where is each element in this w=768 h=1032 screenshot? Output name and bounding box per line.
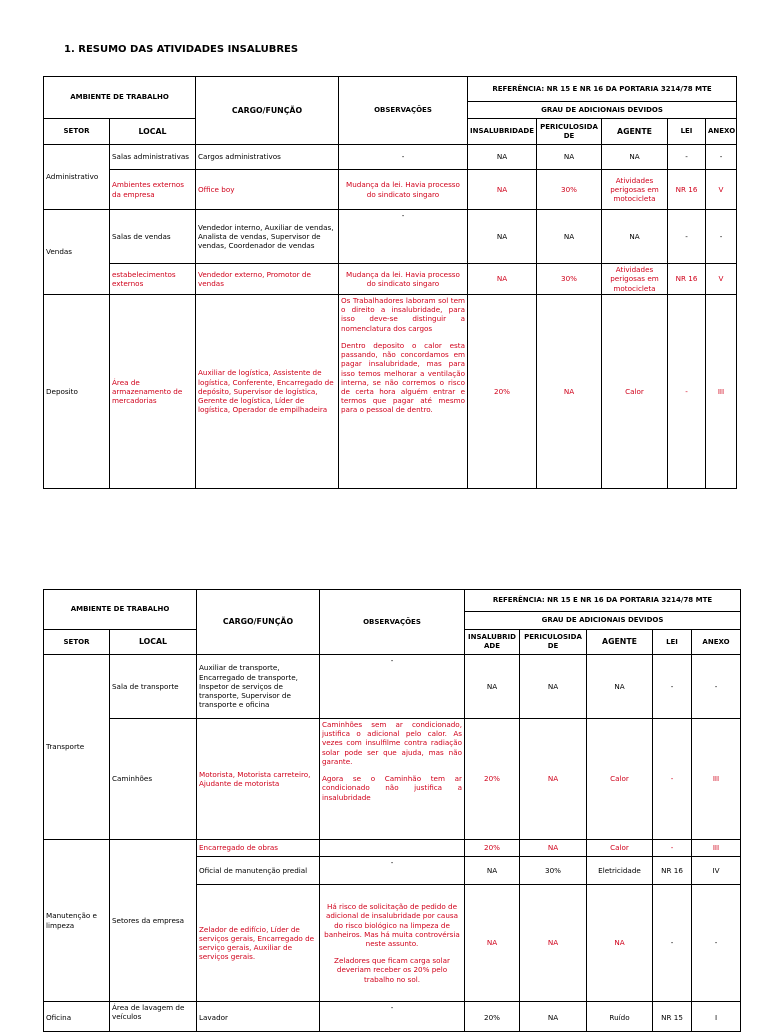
obs-cell: [320, 840, 465, 857]
header-cargo: CARGO/FUNÇÃO: [196, 77, 339, 145]
anexo-cell: III: [692, 840, 741, 857]
table-row: [44, 719, 741, 840]
cargo-cell: Encarregado de obras: [197, 840, 320, 857]
obs-paragraph: Agora se o Caminhão tem ar condicionado não justifica a insalubridade: [322, 774, 462, 802]
insalubridade-cell: NA: [465, 655, 520, 719]
header-setor: SETOR: [44, 630, 110, 655]
obs-paragraph: Caminhões sem ar condicionado, justifica o adicional pelo calor. As vezes com insulfilme contra radiação solar pode ser que ajuda, mas não garante.: [322, 720, 462, 766]
table-row: [44, 840, 741, 857]
local-cell: Setores da empresa: [110, 840, 197, 1002]
periculosidade-cell: NA: [520, 840, 587, 857]
lei-cell: -: [653, 885, 692, 1002]
local-cell: Sala de transporte: [110, 655, 197, 719]
header-lei: LEI: [668, 119, 706, 145]
table-row: [44, 295, 737, 489]
lei-cell: NR 16: [653, 857, 692, 885]
lei-cell: -: [668, 210, 706, 264]
obs-paragraph: Dentro deposito o calor esta passando, não concordamos em pagar insalubridade, mas para isso temos melhorar a ventilação interna, se não corremos o risco de certa hora alguém entrar e termos que pagar até mesmo para o pessoal de dentro.: [341, 340, 465, 415]
anexo-cell: III: [692, 719, 741, 840]
anexo-cell: IV: [692, 857, 741, 885]
setor-deposito: Deposito: [44, 295, 110, 489]
local-cell: Caminhões: [110, 719, 197, 840]
header-periculosidade: PERICULOSIDADE: [520, 630, 587, 655]
setor-administrativo: Administrativo: [44, 145, 110, 210]
obs-cell: Mudança da lei. Havia processo do sindicato singaro: [339, 170, 468, 210]
periculosidade-cell: 30%: [537, 170, 602, 210]
header-lei: LEI: [653, 630, 692, 655]
insalubridade-cell: NA: [468, 145, 537, 170]
agente-cell: NA: [602, 145, 668, 170]
insalubridade-cell: NA: [465, 885, 520, 1002]
lei-cell: -: [653, 840, 692, 857]
cargo-cell: Cargos administrativos: [196, 145, 339, 170]
periculosidade-cell: 30%: [520, 857, 587, 885]
lei-cell: NR 15: [653, 1002, 692, 1032]
agente-cell: Eletricidade: [587, 857, 653, 885]
cargo-cell: Zelador de edifício, Líder de serviços gerais, Encarregado de serviço gerais, Auxiliar de serviços gerais.: [197, 885, 320, 1002]
header-grau: GRAU DE ADICIONAIS DEVIDOS: [465, 612, 741, 630]
agente-cell: Atividades perigosas em motocicleta: [602, 170, 668, 210]
header-agente: AGENTE: [602, 119, 668, 145]
local-cell: Salas administrativas: [110, 145, 196, 170]
agente-cell: NA: [587, 655, 653, 719]
insalubridade-cell: 20%: [465, 1002, 520, 1032]
agente-cell: NA: [602, 210, 668, 264]
anexo-cell: -: [692, 885, 741, 1002]
cargo-cell: Vendedor externo, Promotor de vendas: [196, 264, 339, 295]
anexo-cell: -: [706, 145, 737, 170]
lei-cell: NR 16: [668, 170, 706, 210]
insalubridade-cell: 20%: [465, 719, 520, 840]
obs-paragraph: Há risco de solicitação de pedido de adicional de insalubridade por causa do risco biológico na limpeza de banheiros. Mas há muita controvérsia neste assunto.: [324, 902, 460, 948]
lei-cell: NR 16: [668, 264, 706, 295]
agente-cell: Calor: [587, 840, 653, 857]
header-insalubridade: INSALUBRIDADE: [468, 119, 537, 145]
agente-cell: Ruído: [587, 1002, 653, 1032]
obs-cell: -: [320, 857, 465, 885]
local-cell: Salas de vendas: [110, 210, 196, 264]
header-anexo: ANEXO: [706, 119, 737, 145]
periculosidade-cell: NA: [537, 145, 602, 170]
obs-cell: [339, 295, 468, 489]
table-row: [44, 655, 741, 719]
insalubridade-cell: 20%: [468, 295, 537, 489]
obs-cell: -: [339, 145, 468, 170]
periculosidade-cell: NA: [520, 885, 587, 1002]
anexo-cell: -: [692, 655, 741, 719]
anexo-cell: V: [706, 264, 737, 295]
obs-cell: Mudança da lei. Havia processo do sindicato singaro: [339, 264, 468, 295]
header-setor: SETOR: [44, 119, 110, 145]
periculosidade-cell: NA: [537, 295, 602, 489]
table-atividades-2: [43, 589, 741, 1032]
header-insalubridade: INSALUBRIDADE: [465, 630, 520, 655]
setor-manutencao: Manutenção e limpeza: [44, 840, 110, 1002]
lei-cell: -: [653, 719, 692, 840]
agente-cell: Atividades perigosas em motocicleta: [602, 264, 668, 295]
periculosidade-cell: NA: [537, 210, 602, 264]
local-cell: Ambientes externos da empresa: [110, 170, 196, 210]
header-referencia: REFERÊNCIA: NR 15 E NR 16 DA PORTARIA 3214/78 MTE: [465, 590, 741, 612]
setor-vendas: Vendas: [44, 210, 110, 295]
table-row: [44, 264, 737, 295]
obs-cell: -: [320, 655, 465, 719]
insalubridade-cell: NA: [468, 264, 537, 295]
obs-cell: [320, 719, 465, 840]
setor-oficina: Oficina: [44, 1002, 110, 1032]
insalubridade-cell: NA: [468, 210, 537, 264]
cargo-cell: Lavador: [197, 1002, 320, 1032]
periculosidade-cell: NA: [520, 1002, 587, 1032]
header-observacoes: OBSERVAÇÕES: [339, 77, 468, 145]
agente-cell: Calor: [587, 719, 653, 840]
cargo-cell: Vendedor interno, Auxiliar de vendas, Analista de vendas, Supervisor de vendas, Coordenador de vendas: [196, 210, 339, 264]
lei-cell: -: [653, 655, 692, 719]
section-heading: 1. RESUMO DAS ATIVIDADES INSALUBRES: [64, 44, 299, 55]
anexo-cell: III: [706, 295, 737, 489]
insalubridade-cell: 20%: [465, 840, 520, 857]
header-referencia: REFERÊNCIA: NR 15 E NR 16 DA PORTARIA 3214/78 MTE: [468, 77, 737, 102]
cargo-cell: Oficial de manutenção predial: [197, 857, 320, 885]
table-atividades-1: [43, 76, 737, 489]
setor-transporte: Transporte: [44, 655, 110, 840]
agente-cell: Calor: [602, 295, 668, 489]
header-ambiente: AMBIENTE DE TRABALHO: [44, 77, 196, 119]
header-local: LOCAL: [110, 630, 197, 655]
periculosidade-cell: 30%: [537, 264, 602, 295]
local-cell: Área de armazenamento de mercadorias: [110, 295, 196, 489]
lei-cell: -: [668, 295, 706, 489]
header-anexo: ANEXO: [692, 630, 741, 655]
header-agente: AGENTE: [587, 630, 653, 655]
obs-cell: -: [339, 210, 468, 264]
insalubridade-cell: NA: [468, 170, 537, 210]
header-ambiente: AMBIENTE DE TRABALHO: [44, 590, 197, 630]
table-row: [44, 1002, 741, 1032]
header-local: LOCAL: [110, 119, 196, 145]
obs-paragraph: Zeladores que ficam carga solar deveriam receber os 20% pelo trabalho no sol.: [334, 956, 450, 984]
table-row: [44, 170, 737, 210]
header-observacoes: OBSERVAÇÕES: [320, 590, 465, 655]
obs-cell: [320, 885, 465, 1002]
cargo-cell: Office boy: [196, 170, 339, 210]
anexo-cell: I: [692, 1002, 741, 1032]
periculosidade-cell: NA: [520, 655, 587, 719]
table-row: [44, 145, 737, 170]
periculosidade-cell: NA: [520, 719, 587, 840]
cargo-cell: Auxiliar de logística, Assistente de logística, Conferente, Encarregado de depósito, Supervisor de logística, Gerente de logística, Líder de logística, Operador de empilhadeira: [196, 295, 339, 489]
lei-cell: -: [668, 145, 706, 170]
agente-cell: NA: [587, 885, 653, 1002]
insalubridade-cell: NA: [465, 857, 520, 885]
anexo-cell: V: [706, 170, 737, 210]
header-grau: GRAU DE ADICIONAIS DEVIDOS: [468, 102, 737, 119]
local-cell: Área de lavagem de veículos: [110, 1002, 197, 1032]
local-cell: estabelecimentos externos: [110, 264, 196, 295]
obs-paragraph: Os Trabalhadores laboram sol tem o direito a insalubridade, para isso deve-se distinguir a nomenclatura dos cargos: [341, 296, 465, 333]
obs-cell: -: [320, 1002, 465, 1032]
header-periculosidade: PERICULOSIDADE: [537, 119, 602, 145]
cargo-cell: Auxiliar de transporte, Encarregado de transporte, Inspetor de serviços de transporte, Supervisor de transporte e oficina: [197, 655, 320, 719]
cargo-cell: Motorista, Motorista carreteiro, Ajudante de motorista: [197, 719, 320, 840]
header-cargo: CARGO/FUNÇÃO: [197, 590, 320, 655]
anexo-cell: -: [706, 210, 737, 264]
table-row: [44, 210, 737, 264]
